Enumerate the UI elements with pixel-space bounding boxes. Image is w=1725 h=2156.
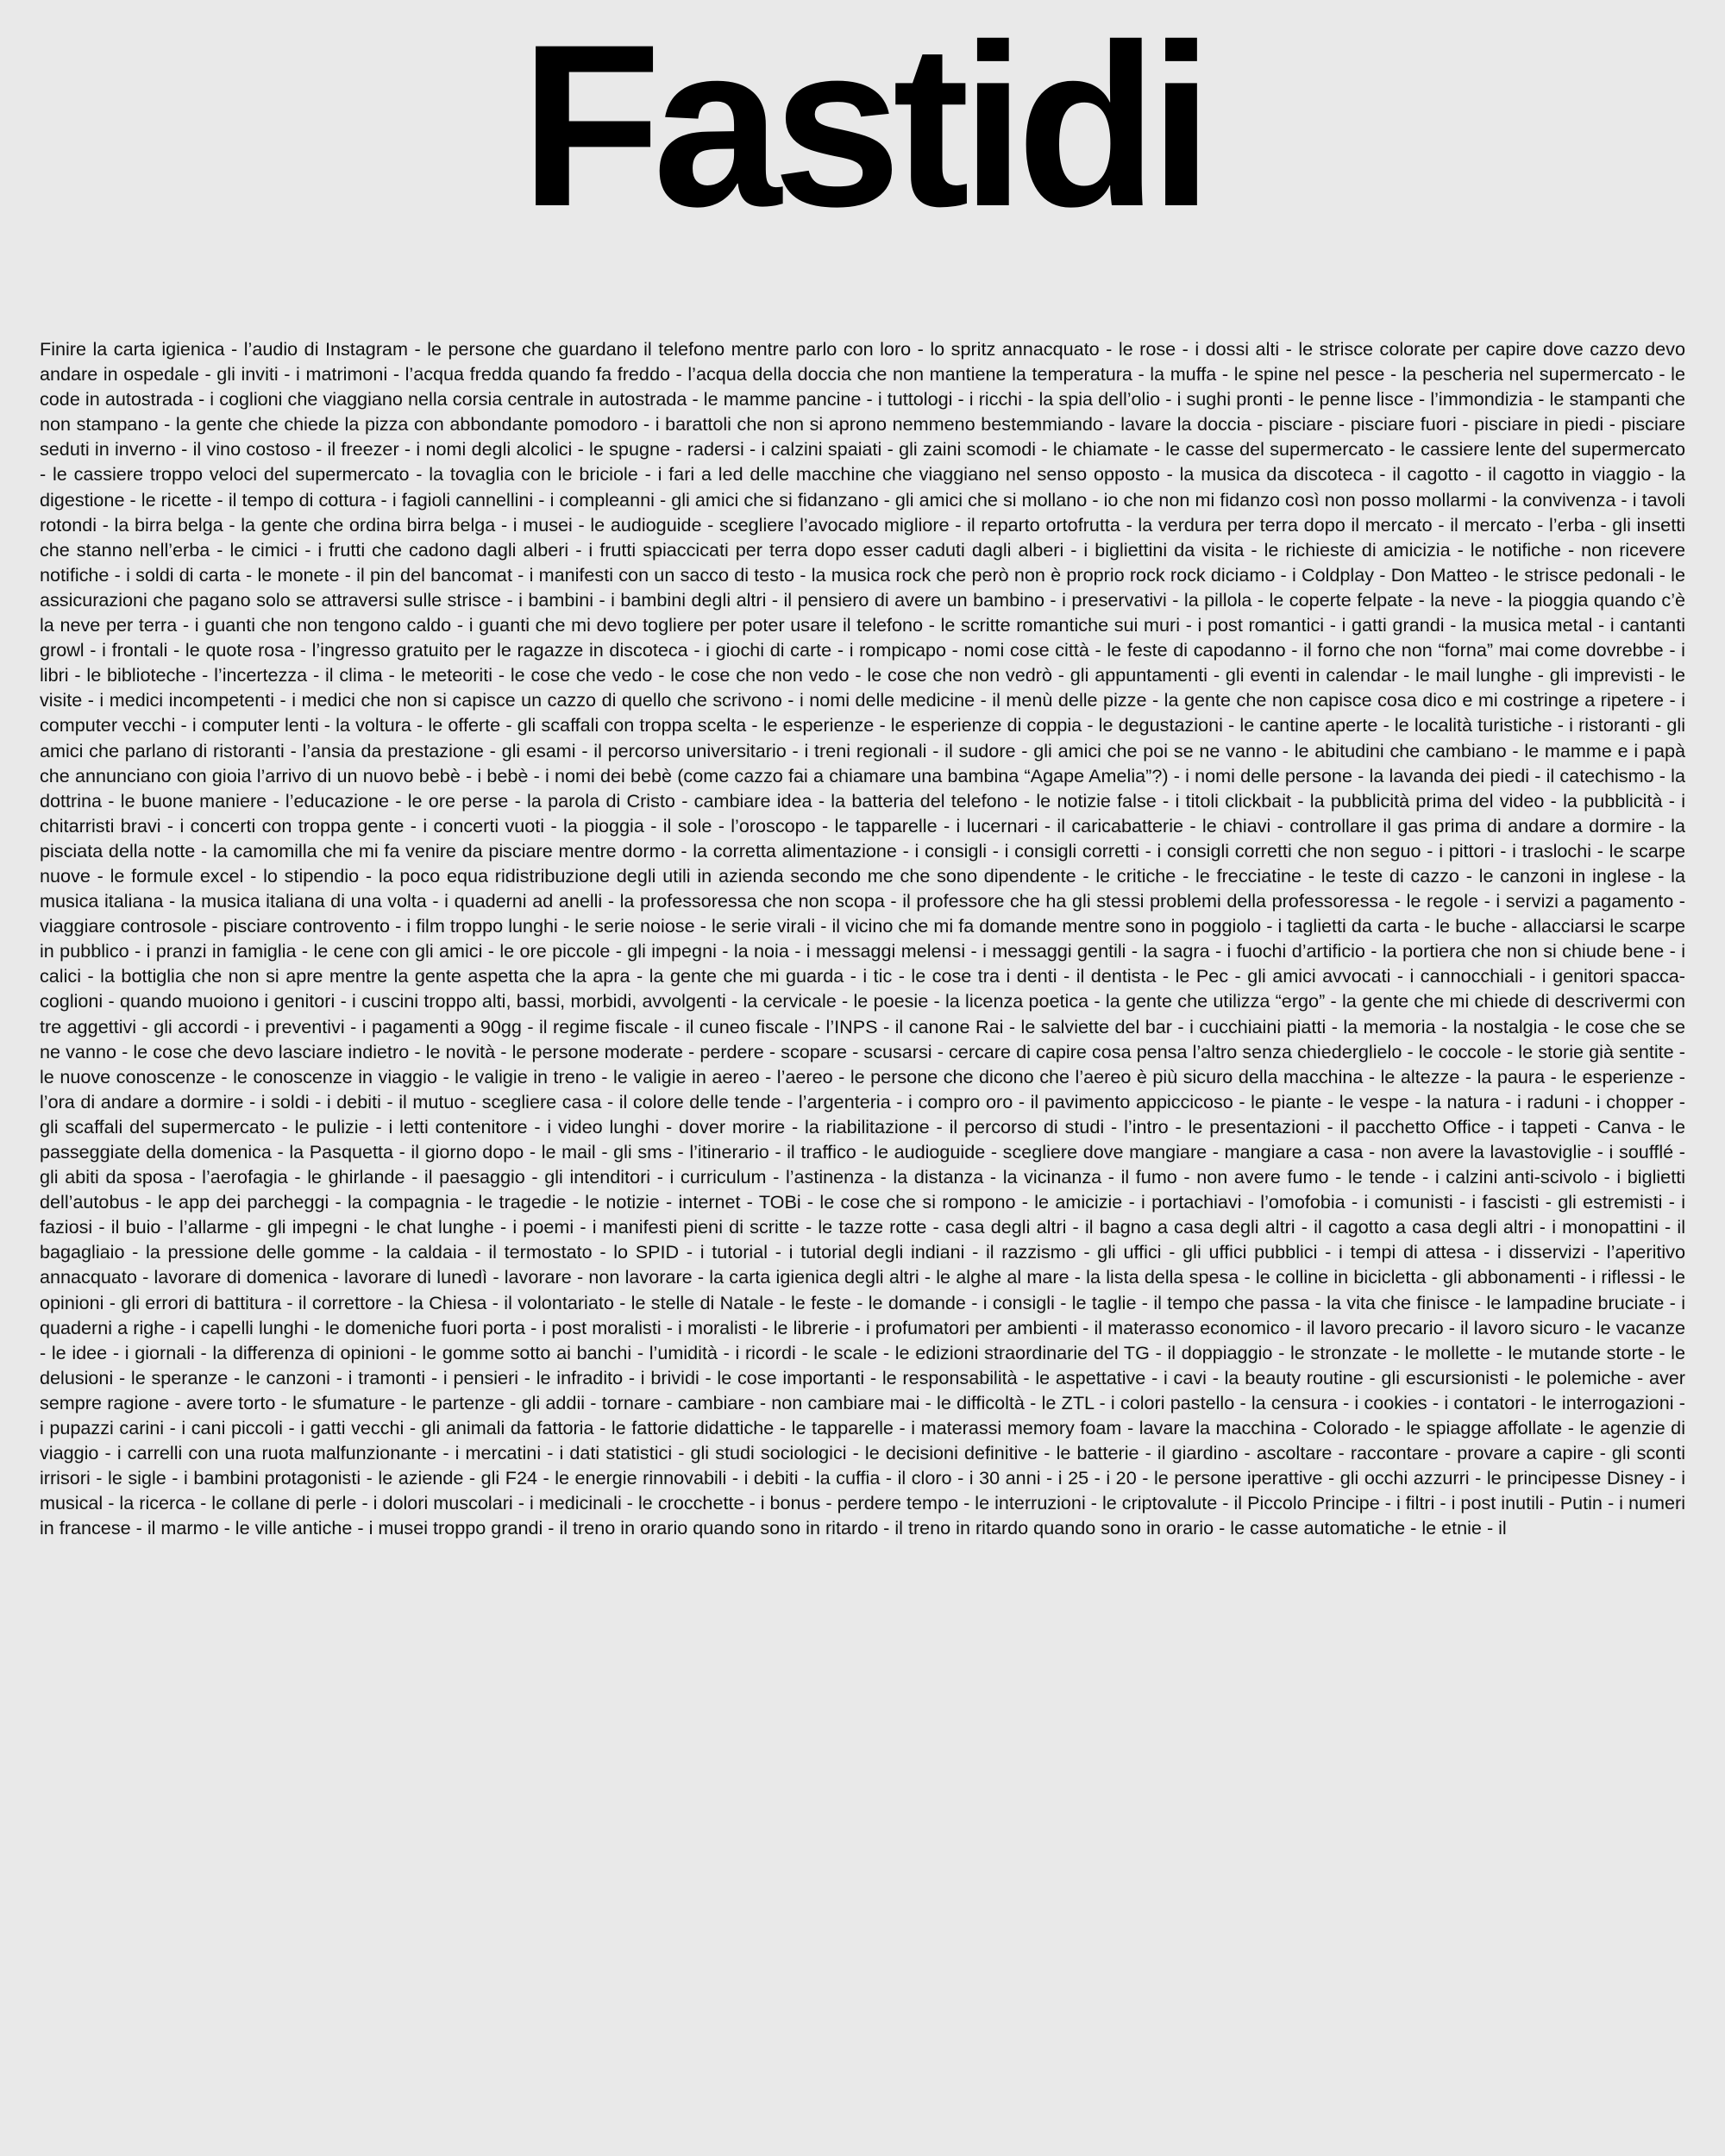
page-title: Fastidi bbox=[520, 0, 1205, 254]
poster-body-text: Finire la carta igienica - l’audio di Instagram - le persone che guardano il telefono mentre parlo con loro - lo spritz annacquato - le rose - i dossi alti - le strisce colorate per capire dove cazzo devo andare in ospedale - gli inviti - i matrimoni - l’acqua fredda quando fa freddo - l’acqua della doccia che non mantiene la temperatura - la muffa - le spine nel pesce - la pescheria nel supermercato - le code in autostrada - i coglioni che viaggiano nella corsia centrale in autostrada - le mamme pancine - i tuttologi - i ricchi - la spia dell’olio - i sughi pronti - le penne lisce - l’immondizia - le stampanti che non stampano - la gente che chiede la pizza con abbondante pomodoro - i barattoli che non si aprono nemmeno bestemmiando - lavare la doccia - pisciare - pisciare fuori - pisciare in piedi - pisciare seduti in inverno - il vino costoso - il freezer - i nomi degli alcolici - le spugne - radersi - i calzini spaiati - gli zaini scomodi - le chiamate - le casse del supermercato - le cassiere lente del supermercato - le cassiere troppo veloci del supermercato - la tovaglia con le briciole - i fari a led delle macchine che viaggiano nel senso opposto - la musica da discoteca - il cagotto - il cagotto in viaggio - la digestione - le ricette - il tempo di cottura - i fagioli cannellini - i compleanni - gli amici che si fidanzano - gli amici che si mollano - io che non mi fidanzo così non posso mollarmi - la convivenza - i tavoli rotondi - la birra belga - la gente che ordina birra belga - i musei - le audioguide - scegliere l’avocado migliore - il reparto ortofrutta - la verdura per terra dopo il mercato - il mercato - l’erba - gli insetti che stanno nell’erba - le cimici - i frutti che cadono dagli alberi - i frutti spiaccicati per terra dopo esser caduti dagli alberi - i bigliettini da visita - le richieste di amicizia - le notifiche - non ricevere notifiche - i soldi di carta - le monete - il pin del bancomat - i manifesti con un sacco di testo - la musica rock che però non è proprio rock rock diciamo - i Coldplay - Don Matteo - le strisce pedonali - le assicurazioni che pagano solo se attraversi sulle strisce - i bambini - i bambini degli altri - il pensiero di avere un bambino - i preservativi - la pillola - le coperte felpate - la neve - la pioggia quando c’è la neve per terra - i guanti che non tengono caldo - i guanti che mi devo togliere per poter usare il telefono - le scritte romantiche sui muri - i post romantici - i gatti grandi - la musica metal - i cantanti growl - i frontali - le quote rosa - l’ingresso gratuito per le ragazze in discoteca - i giochi di carte - i rompicapo - nomi cose città - le feste di capodanno - il forno che non “forna” mai come dovrebbe - i libri - le biblioteche - l’incertezza - il clima - le meteoriti - le cose che vedo - le cose che non vedo - le cose che non vedrò - gli appuntamenti - gli eventi in calendar - le mail lunghe - gli imprevisti - le visite - i medici incompetenti - i medici che non si capisce un cazzo di quello che scrivono - i nomi delle medicine - il menù delle pizze - la gente che non capisce cosa dico e mi costringe a ripetere - i computer vecchi - i computer lenti - la voltura - le offerte - gli scaffali con troppa scelta - le esperienze - le esperienze di coppia - le degustazioni - le cantine aperte - le località turistiche - i ristoranti - gli amici che parlano di ristoranti - l’ansia da prestazione - gli esami - il percorso universitario - i treni regionali - il sudore - gli amici che poi se ne vanno - le abitudini che cambiano - le mamme e i papà che annunciano con gioia l’arrivo di un nuovo bebè - i bebè - i nomi dei bebè (come cazzo fai a chiamare una bambina “Agape Amelia”?) - i nomi delle persone - la lavanda dei piedi - il catechismo - la dottrina - le buone maniere - l’educazione - le ore perse - la parola di Cristo - cambiare idea - la batteria del telefono - le notizie false - i titoli clickbait - la pubblicità prima del video - la pubblicità - i chitarristi bravi - i concerti con troppa gente - i concerti vuoti - la pioggia - il sole - l’oroscopo - le tapparelle - i lucernari - il caricabatterie - le chiavi - controllare il gas prima di andare a dormire - la pisciata della notte - la camomilla che mi fa venire da pisciare mentre dormo - la corretta alimentazione - i consigli - i consigli corretti - i consigli corretti che non seguo - i pittori - i traslochi - le scarpe nuove - le formule excel - lo stipendio - la poco equa ridistribuzione degli utili in azienda secondo me che sono dipendente - le critiche - le frecciatine - le teste di cazzo - le canzoni in inglese - la musica italiana - la musica italiana di una volta - i quaderni ad anelli - la professoressa che non scopa - il professore che ha gli stessi problemi della professoressa - le regole - i servizi a pagamento - viaggiare controsole - pisciare controvento - i film troppo lunghi - le serie noiose - le serie virali - il vicino che mi fa domande mentre sono in poggiolo - i taglietti da carta - le buche - allacciarsi le scarpe in pubblico - i pranzi in famiglia - le cene con gli amici - le ore piccole - gli impegni - la noia - i messaggi melensi - i messaggi gentili - la sagra - i fuochi d’artificio - la portiera che non si chiude bene - i calici - la bottiglia che non si apre mentre la gente aspetta che la apra - la gente che mi guarda - i tic - le cose tra i denti - il dentista - le Pec - gli amici avvocati - i cannocchiali - i genitori spacca-coglioni - quando muoiono i genitori - i cuscini troppo alti, bassi, morbidi, avvolgenti - la cervicale - le poesie - la licenza poetica - la gente che utilizza “ergo” - la gente che mi chiede di descrivermi con tre aggettivi - gli accordi - i preventivi - i pagamenti a 90gg - il regime fiscale - il cuneo fiscale - l’INPS - il canone Rai - le salviette del bar - i cucchiaini piatti - la memoria - la nostalgia - le cose che se ne vanno - le cose che devo lasciare indietro - le novità - le persone moderate - perdere - scopare - scusarsi - cercare di capire cosa pensa l’altro senza chiederglielo - le coccole - le storie già sentite - le nuove conoscenze - le conoscenze in viaggio - le valigie in treno - le valigie in aereo - l’aereo - le persone che dicono che l’aereo è più sicuro della macchina - le altezze - la paura - le esperienze - l’ora di andare a dormire - i soldi - i debiti - il mutuo - scegliere casa - il colore delle tende - l’argenteria - i compro oro - il pavimento appiccicoso - le piante - le vespe - la natura - i raduni - i chopper - gli scaffali del supermercato - le pulizie - i letti contenitore - i video lunghi - dover morire - la riabilitazione - il percorso di studi - l’intro - le presentazioni - il pacchetto Office - i tappeti - Canva - le passeggiate della domenica - la Pasquetta - il giorno dopo - le mail - gli sms - l’itinerario - il traffico - le audioguide - scegliere dove mangiare - mangiare a casa - non avere la lavastoviglie - i soufflé - gli abiti da sposa - l’aerofagia - le ghirlande - il paesaggio - gli intenditori - i curriculum - l’astinenza - la distanza - la vicinanza - il fumo - non avere fumo - le tende - i calzini anti-scivolo - i biglietti dell’autobus - le app dei parcheggi - la compagnia - le tragedie - le notizie - internet - TOBi - le cose che si rompono - le amicizie - i portachiavi - l’omofobia - i comunisti - i fascisti - gli estremisti - i faziosi - il buio - l’allarme - gli impegni - le chat lunghe - i poemi - i manifesti pieni di scritte - le tazze rotte - casa degli altri - il bagno a casa degli altri - il cagotto a casa degli altri - i monopattini - il bagagliaio - la pressione delle gomme - la caldaia - il termostato - lo SPID - i tutorial - i tutorial degli indiani - il razzismo - gli uffici - gli uffici pubblici - i tempi di attesa - i disservizi - l’aperitivo annacquato - lavorare di domenica - lavorare di lunedì - lavorare - non lavorare - la carta igienica degli altri - le alghe al mare - la lista della spesa - le colline in bicicletta - gli abbonamenti - i riflessi - le opinioni - gli errori di battitura - il correttore - la Chiesa - il volontariato - le stelle di Natale - le feste - le domande - i consigli - le taglie - il tempo che passa - la vita che finisce - le lampadine bruciate - i quaderni a righe - i capelli lunghi - le domeniche fuori porta - i post moralisti - i moralisti - le librerie - i profumatori per ambienti - il materasso economico - il lavoro precario - il lavoro sicuro - le vacanze - le idee - i giornali - la differenza di opinioni - le gomme sotto ai banchi - l’umidità - i ricordi - le scale - le edizioni straordinarie del TG - il doppiaggio - le stronzate - le mollette - le mutande storte - le delusioni - le speranze - le canzoni - i tramonti - i pensieri - le infradito - i brividi - le cose importanti - le responsabilità - le aspettative - i cavi - la beauty routine - gli escursionisti - le polemiche - aver sempre ragione - avere torto - le sfumature - le partenze - gli addii - tornare - cambiare - non cambiare mai - le difficoltà - le ZTL - i colori pastello - la censura - i cookies - i contatori - le interrogazioni - i pupazzi carini - i cani piccoli - i gatti vecchi - gli animali da fattoria - le fattorie didattiche - le tapparelle - i materassi memory foam - lavare la macchina - Colorado - le spiagge affollate - le agenzie di viaggio - i carrelli con una ruota malfunzionante - i mercatini - i dati statistici - gli studi sociologici - le decisioni definitive - le batterie - il giardino - ascoltare - raccontare - provare a capire - gli sconti irrisori - le sigle - i bambini protagonisti - le aziende - gli F24 - le energie rinnovabili - i debiti - la cuffia - il cloro - i 30 anni - i 25 - i 20 - le persone iperattive - gli occhi azzurri - le principesse Disney - i musical - la ricerca - le collane di perle - i dolori muscolari - i medicinali - le crocchette - i bonus - perdere tempo - le interruzioni - le criptovalute - il Piccolo Principe - i filtri - i post inutili - Putin - i numeri in francese - il marmo - le ville antiche - i musei troppo grandi - il treno in orario quando sono in ritardo - il treno in ritardo quando sono in orario - le casse automatiche - le etnie - il bbox=[40, 338, 1685, 1539]
